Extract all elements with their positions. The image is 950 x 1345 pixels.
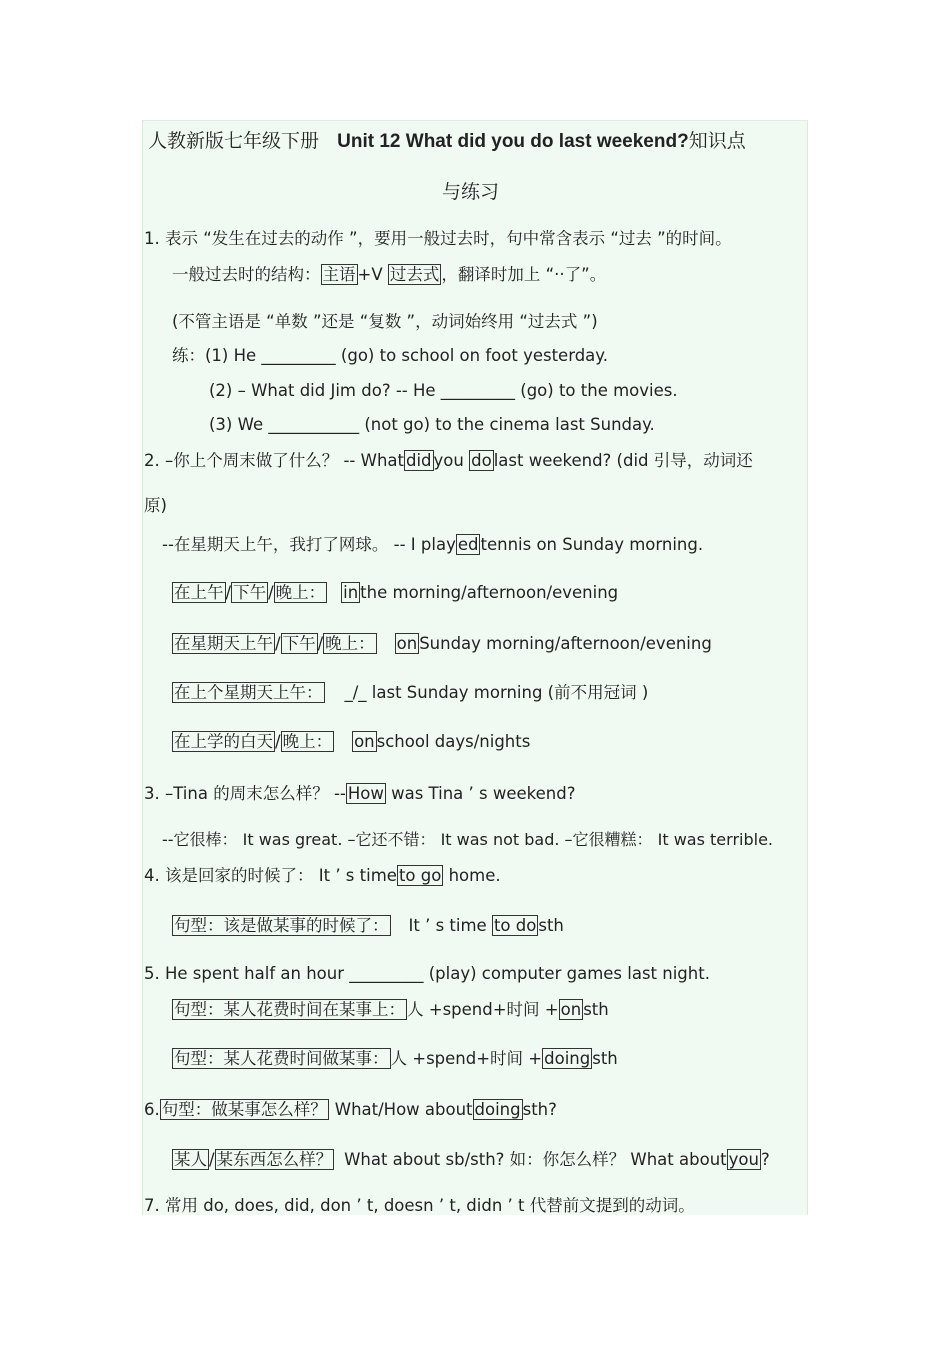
s2-rule-2: 在星期天上午 / 下午 / 晚上： on Sunday morning/afternoon/evening (174, 634, 712, 653)
s1-line-2: 一般过去时的结构： 主语 +V 过去式 ，翻译时加上 “··了”。 (172, 265, 607, 284)
title-tail: 知识点 (688, 130, 746, 152)
s2-rule-1: 在上午 / 下午 / 晚上： in the morning/afternoon/evening (174, 583, 619, 602)
s2-rule-3: 在上个星期天上午： _/_ last Sunday morning (前不用冠词 ) (174, 683, 649, 702)
s1-line-3: (不管主语是 “单数 ”还是 “复数 ”，动词始终用 “过去式 ”) (172, 312, 598, 331)
s2-line-3: --在星期天上午，我打了网球。 -- I play ed tennis on Sunday morning. (162, 535, 704, 554)
s6-line-2: 某人 / 某东西怎么样？ What about sb/sth? 如：你怎么样？ What about you ? (174, 1150, 770, 1169)
s5-line-3: 句型：某人花费时间做某事： 人 +spend+时间 + doing sth (174, 1049, 618, 1068)
title-cn: 人教新版七年级下册 (148, 130, 320, 152)
s3-line-1: 3. –Tina 的周末怎么样？ -- How was Tina ’ s weekend? (144, 784, 576, 803)
title-line-2: 与练习 (442, 181, 500, 203)
title-en: Unit 12 What did you do last weekend? (337, 131, 689, 152)
boxed-subject: 主语 (322, 265, 356, 284)
s2-line-2: 原) (144, 496, 167, 515)
s4-line-1: 4. 该是回家的时候了： It ’ s time to go home. (144, 866, 501, 885)
s2-rule-4: 在上学的白天 / 晚上： on school days/nights (174, 732, 531, 751)
s5-line-2: 句型：某人花费时间在某事上： 人 +spend+时间 + on sth (174, 1000, 609, 1019)
s1-exercise-3: (3) We ___________ (not go) to the cinema last Sunday. (209, 415, 655, 434)
s1-line-1: 1. 表示 “发生在过去的动作 ”，要用一般过去时，句中常含表示 “过去 ”的时间。 (144, 229, 732, 248)
s3-line-2: --它很棒： It was great. –它还不错： It was not bad. –它很糟糕： It was terrible. (162, 830, 774, 849)
title-line-1 (148, 130, 746, 153)
s5-line-1: 5. He spent half an hour _________ (play) computer games last night. (144, 964, 710, 983)
s2-line-1: 2. –你上个周末做了什么？ -- What did you do last weekend? (did 引导，动词还 (144, 451, 753, 470)
s4-line-2: 句型：该是做某事的时候了： It ’ s time to do sth (174, 916, 564, 935)
s6-line-1: 6. 句型：做某事怎么样？ What/How about doing sth? (144, 1100, 557, 1119)
s1-exercise-2: (2) – What did Jim do? -- He _________ (go) to the movies. (209, 381, 678, 400)
s7-line-1: 7. 常用 do, does, did, don ’ t, doesn ’ t, didn ’ t 代替前文提到的动词。 (144, 1196, 695, 1215)
boxed-past-tense: 过去式 (389, 265, 440, 284)
s1-exercise-1: 练：(1) He _________ (go) to school on foot yesterday. (172, 346, 608, 365)
